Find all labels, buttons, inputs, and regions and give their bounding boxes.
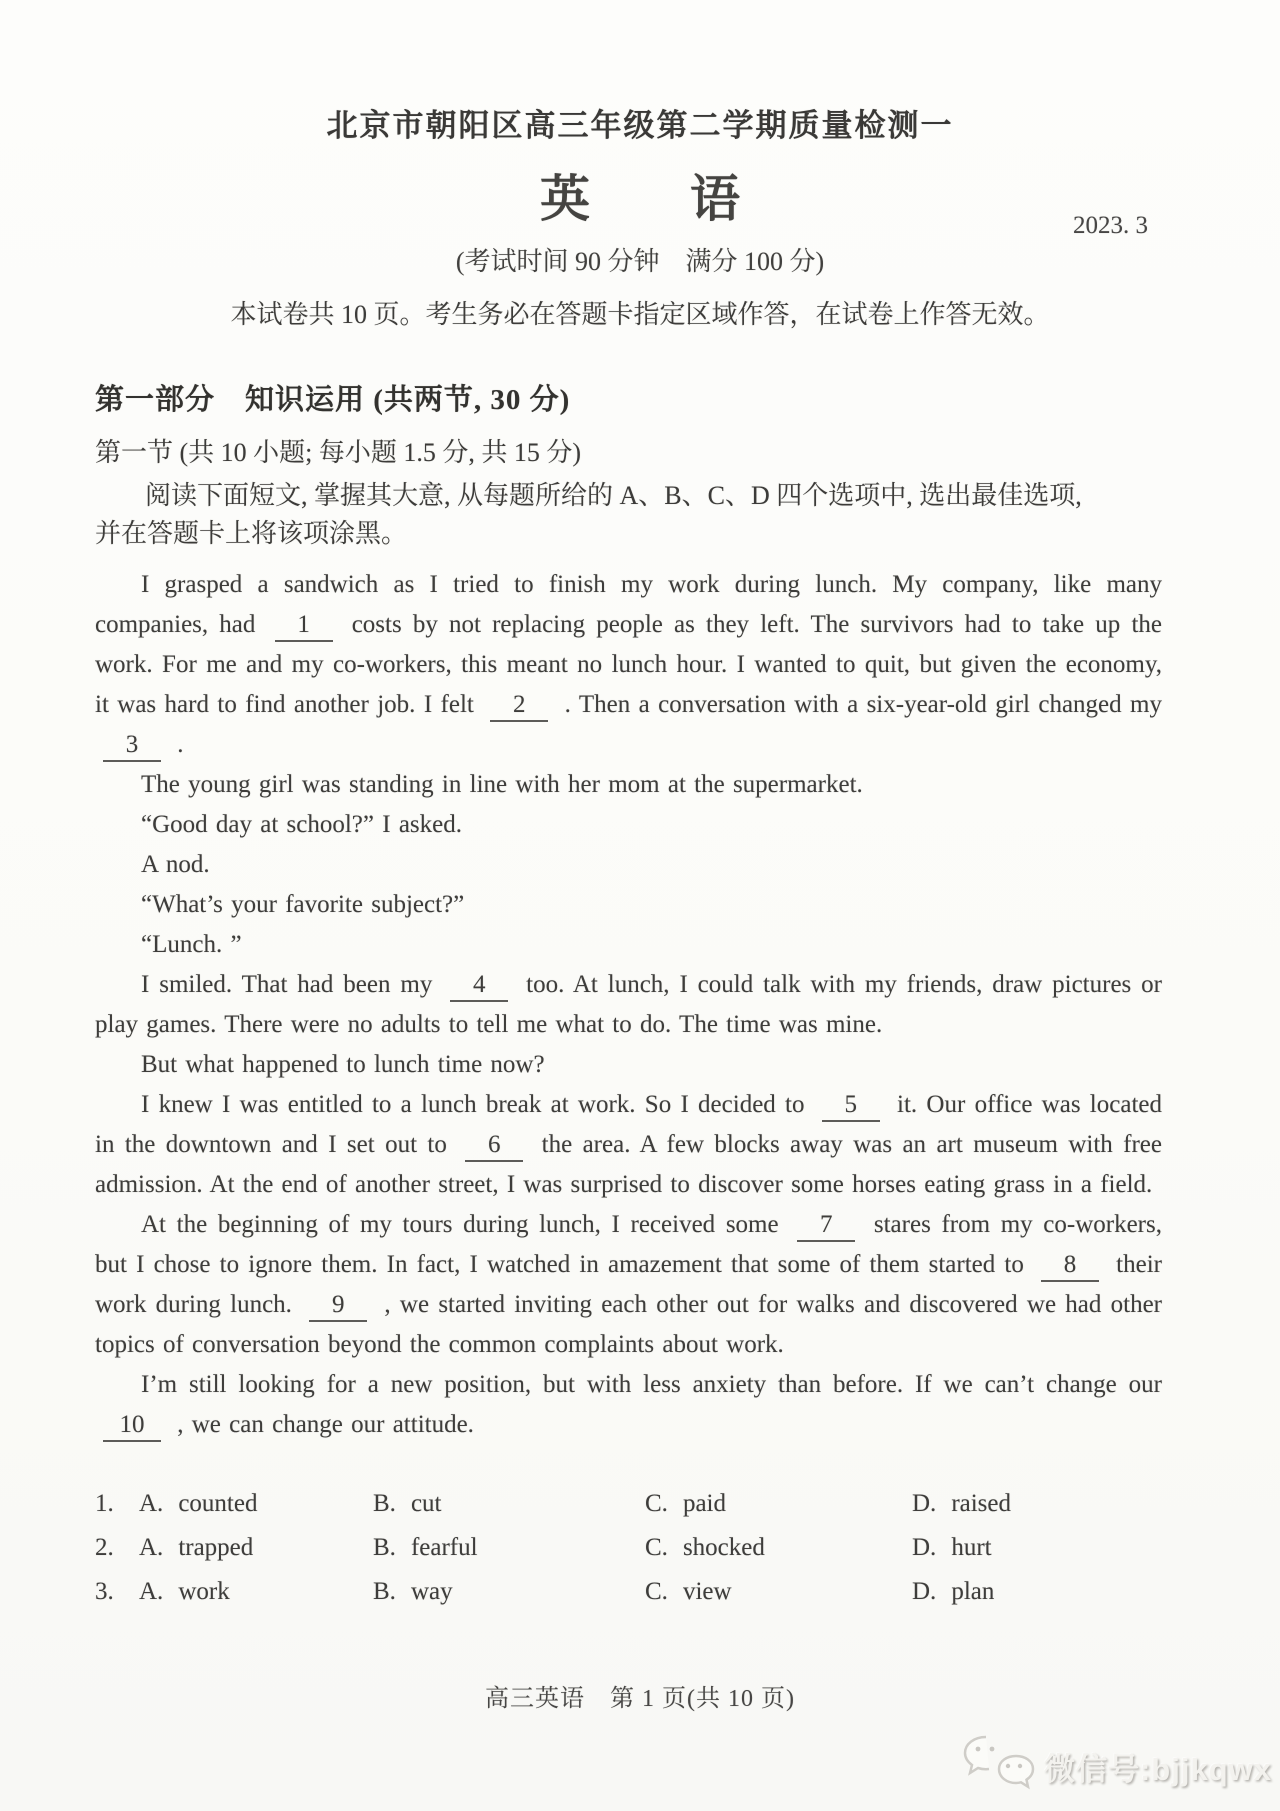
instruction-line-2: 并在答题卡上将该项涂黑。 xyxy=(95,519,408,548)
cloze-blank: 2 xyxy=(490,690,548,722)
option-label: B. xyxy=(373,1534,396,1561)
option-label: A. xyxy=(139,1490,164,1517)
passage-paragraph: But what happened to lunch time now? xyxy=(141,1051,545,1078)
cloze-blank: 1 xyxy=(275,610,333,642)
cloze-blank: 5 xyxy=(822,1090,880,1122)
option-C xyxy=(645,1573,912,1610)
question-row xyxy=(95,1573,1162,1610)
option-label: A. xyxy=(139,1534,164,1561)
passage-paragraph: “What’s your favorite subject?” xyxy=(141,891,465,918)
passage-paragraph: I’m still looking for a new position, but with less anxiety than before. If we can’t change our 10 , we can change our attitude. xyxy=(95,1365,1162,1445)
cloze-blank: 9 xyxy=(309,1290,367,1322)
option-label: A. xyxy=(139,1578,164,1605)
question-number: 3. xyxy=(95,1578,114,1605)
question-row xyxy=(95,1485,1162,1522)
option-D xyxy=(912,1573,994,1610)
passage-paragraph: The young girl was standing in line with her mom at the supermarket. xyxy=(141,771,863,798)
cloze-blank: 3 xyxy=(103,730,161,762)
option-text: counted xyxy=(178,1490,258,1517)
option-D xyxy=(912,1485,1011,1522)
exam-notice: 本试卷共 10 页。考生务必在答题卡指定区域作答，在试卷上作答无效。 xyxy=(230,300,1050,329)
option-A xyxy=(139,1485,373,1522)
exam-date: 2023. 3 xyxy=(1073,212,1148,239)
cloze-blank: 8 xyxy=(1041,1250,1099,1282)
cloze-blank: 7 xyxy=(797,1210,855,1242)
cloze-passage xyxy=(95,565,1162,1445)
section-one-heading: 第一节 (共 10 小题; 每小题 1.5 分, 共 15 分) xyxy=(95,438,582,467)
school-header: 北京市朝阳区高三年级第二学期质量检测一 xyxy=(326,108,954,143)
subject-title: 英 语 xyxy=(540,171,740,227)
question-list xyxy=(95,1485,1162,1610)
option-text: hurt xyxy=(951,1534,992,1561)
option-text: raised xyxy=(951,1490,1012,1517)
option-text: way xyxy=(410,1578,453,1605)
option-label: C. xyxy=(645,1578,668,1605)
part-one-heading: 第一部分 知识运用 (共两节, 30 分) xyxy=(95,384,571,416)
content-column xyxy=(95,377,1162,1610)
watermark xyxy=(962,1733,1272,1799)
question-row xyxy=(95,1529,1162,1566)
question-number: 1. xyxy=(95,1490,114,1517)
instruction-line-1: 阅读下面短文, 掌握其大意, 从每题所给的 A、B、C、D 四个选项中, 选出最佳选项, xyxy=(145,481,1082,510)
passage-paragraph: “Good day at school?” I asked. xyxy=(141,811,462,838)
cloze-blank: 4 xyxy=(450,970,508,1002)
option-text: view xyxy=(682,1578,732,1605)
exam-meta: (考试时间 90 分钟 满分 100 分) xyxy=(455,247,825,276)
option-label: D. xyxy=(912,1490,937,1517)
option-text: paid xyxy=(682,1490,726,1517)
option-B xyxy=(373,1529,645,1566)
option-A xyxy=(139,1529,373,1566)
option-text: work xyxy=(178,1578,230,1605)
passage-paragraph: I knew I was entitled to a lunch break at work. So I decided to 5 it. Our office was located in the downtown and I set out to 6 the area. A few blocks away was an art museum with free admission. At the end of another street, I was surprised to discover some horses eating grass in a field. xyxy=(95,1091,1162,1198)
passage-paragraph: I smiled. That had been my 4 too. At lunch, I could talk with my friends, draw pictures or play games. There were no adults to tell me what to do. The time was mine. xyxy=(95,971,1162,1038)
wechat-icon xyxy=(962,1733,1036,1799)
option-text: trapped xyxy=(178,1534,254,1561)
passage-paragraph: At the beginning of my tours during lunch, I received some 7 stares from my co-workers, but I chose to ignore them. In fact, I watched in amazement that some of them started to 8 their work during lunch. 9 , we started inviting each other out for walks and discovered we had other topics of conversation beyond the common complaints about work. xyxy=(95,1211,1162,1358)
cloze-blank: 10 xyxy=(103,1410,161,1442)
question-number: 2. xyxy=(95,1534,114,1561)
option-label: C. xyxy=(645,1490,668,1517)
page-footer: 高三英语 第 1 页(共 10 页) xyxy=(485,1686,795,1712)
option-B xyxy=(373,1485,645,1522)
option-D xyxy=(912,1529,992,1566)
option-A xyxy=(139,1573,373,1610)
option-text: cut xyxy=(410,1490,442,1517)
option-label: C. xyxy=(645,1534,668,1561)
option-label: D. xyxy=(912,1534,937,1561)
option-C xyxy=(645,1485,912,1522)
option-label: B. xyxy=(373,1490,396,1517)
option-label: B. xyxy=(373,1578,396,1605)
watermark-text: 微信号:bjjkqwx xyxy=(1043,1751,1272,1787)
cloze-blank: 6 xyxy=(465,1130,523,1162)
passage-paragraph: “Lunch. ” xyxy=(141,931,242,958)
option-label: D. xyxy=(912,1578,937,1605)
option-B xyxy=(373,1573,645,1610)
option-C xyxy=(645,1529,912,1566)
option-text: plan xyxy=(951,1578,995,1605)
option-text: fearful xyxy=(410,1534,478,1561)
passage-paragraph: I grasped a sandwich as I tried to finish my work during lunch. My company, like many companies, had 1 costs by not replacing people as they left. The survivors had to take up the work. For me and my co-workers, this meant no lunch hour. I wanted to quit, but given the economy, it was hard to find another job. I felt 2 . Then a conversation with a six-year-old girl changed my 3 . xyxy=(95,565,1162,765)
passage-paragraph: A nod. xyxy=(141,851,210,878)
option-text: shocked xyxy=(682,1534,765,1561)
